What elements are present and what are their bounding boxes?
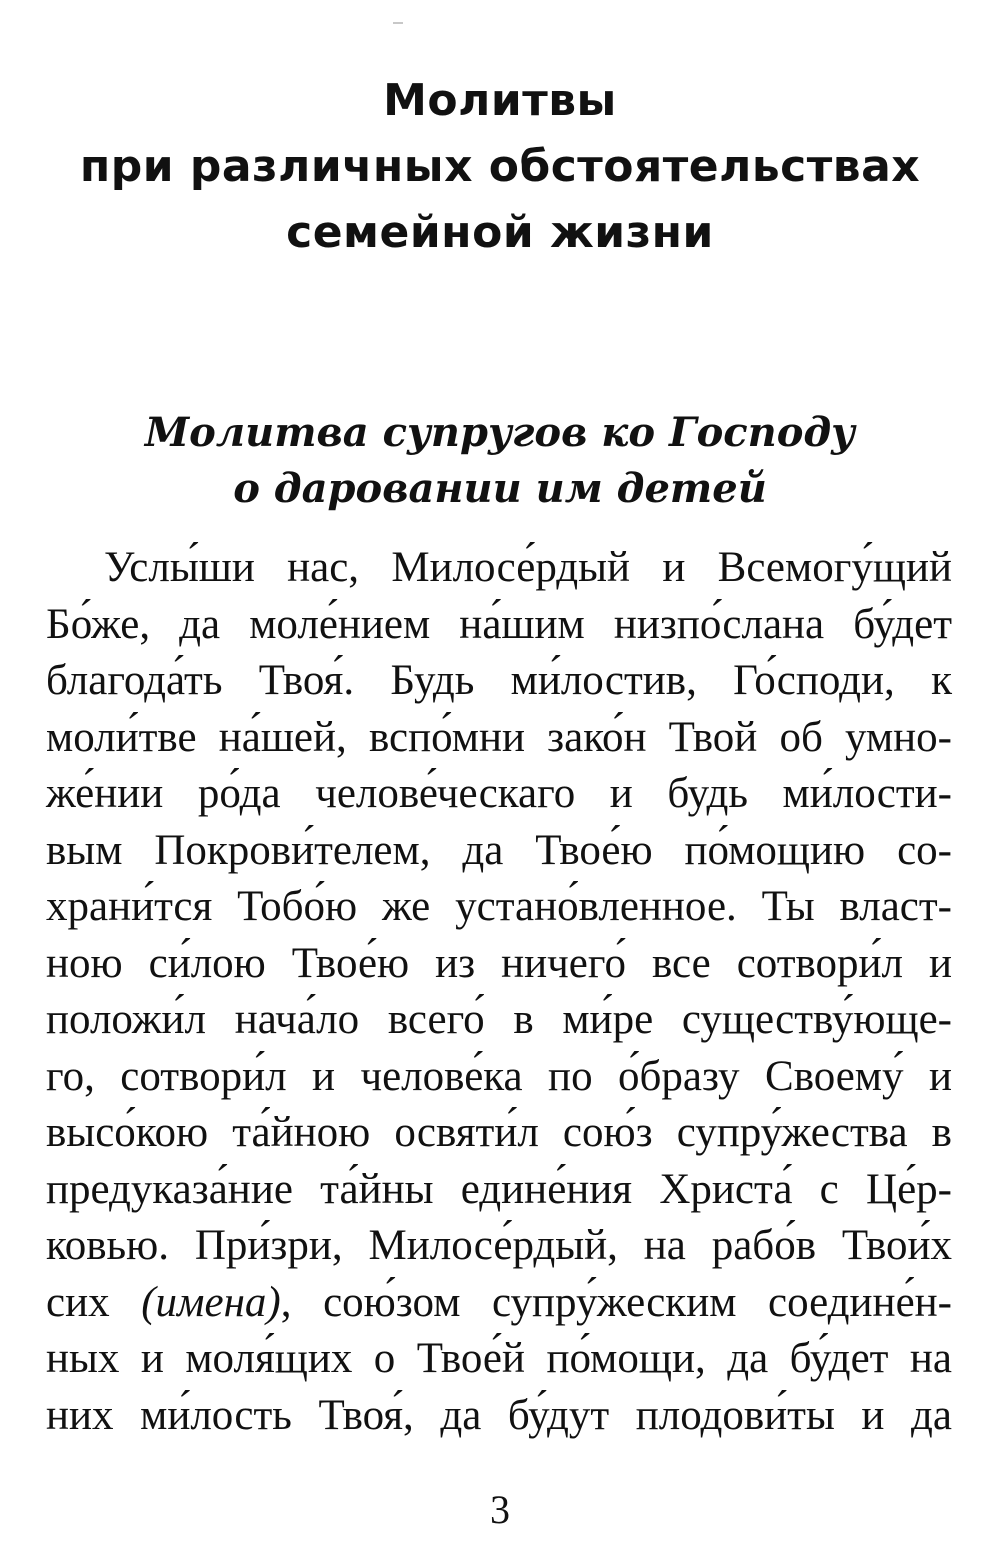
prayer-line-13: ковью. При́зри, Милосе́рдый, на рабо́в Твои́х: [46, 1222, 952, 1269]
prayer-line-1: Услы́ши нас, Милосе́рдый и Всемогу́щий: [104, 544, 952, 591]
prayer-title-line-1: Молитва супругов ко Господу: [144, 409, 856, 456]
prayer-line-6: вым Покрови́телем, да Твое́ю по́мощию со-: [46, 826, 952, 874]
prayer-line-12: предуказа́ние та́йны едине́ния Христа́ с Це́р-: [46, 1165, 952, 1213]
section-heading-line-1: Молитвы: [383, 75, 617, 126]
prayer-line-16: них ми́лость Твоя́, да бу́дут плодови́ты и да: [46, 1391, 952, 1439]
prayer-line-9: положи́л нача́ло всего́ в ми́ре существу́юще-: [46, 996, 952, 1043]
prayer-line-2: Бо́же, да моле́нием на́шим низпо́слана бу́дет: [46, 600, 952, 648]
prayer-line-11: высо́кою та́йною освяти́л сою́з супру́жества в: [46, 1109, 952, 1156]
section-heading: [0, 68, 1000, 266]
prayer-line-5: же́нии ро́да челове́ческаго и будь ми́лости-: [46, 770, 952, 817]
section-heading-line-2: при различных обстоятельствах: [79, 141, 921, 192]
section-heading-line-3: семейной жизни: [286, 207, 714, 258]
prayer-line-14-end: , сою́зом супру́жеским соедине́н-: [280, 1278, 952, 1326]
prayer-line-10: го, сотвори́л и челове́ка по о́бразу Своему́ и: [46, 1052, 952, 1100]
prayer-line-8: ною си́лою Твое́ю из ничего́ все сотвори́л и: [46, 939, 952, 987]
scan-mark: [393, 22, 403, 24]
prayer-title: [0, 405, 1000, 517]
prayer-line-14-start: сих: [46, 1278, 142, 1326]
prayer-line-14: [46, 1275, 952, 1332]
prayer-line-3: благода́ть Твоя́. Будь ми́лостив, Го́споди, к: [46, 657, 952, 704]
prayer-text: [46, 540, 952, 1444]
prayer-line-7: храни́тся Тобо́ю же устано́вленное. Ты власт-: [46, 883, 952, 930]
prayer-line-15: ных и моля́щих о Твое́й по́мощи, да бу́дет на: [46, 1335, 952, 1382]
page-number: 3: [490, 1487, 510, 1532]
names-placeholder: (имена): [141, 1278, 281, 1326]
prayer-line-4: моли́тве на́шей, вспо́мни зако́н Твой об умно-: [46, 713, 952, 761]
prayer-title-line-2: о даровании им детей: [233, 465, 767, 512]
